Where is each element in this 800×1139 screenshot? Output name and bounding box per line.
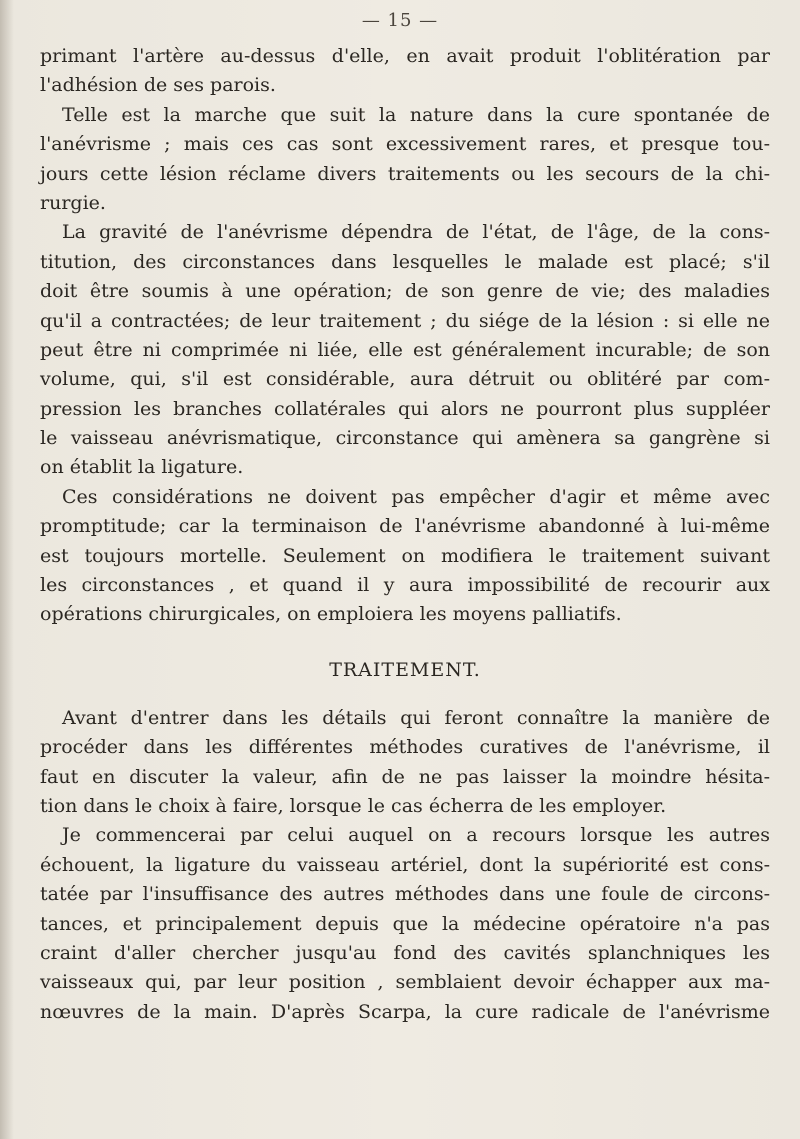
text-line: on établit la ligature. xyxy=(40,456,244,479)
text-line: opérations chirurgicales, on emploiera les moyens palliatifs. xyxy=(40,603,622,626)
text-line: le vaisseau anévrismatique, circonstance qui amènera sa gangrène si xyxy=(40,427,770,450)
paragraph xyxy=(40,42,770,101)
text-line: échouent, la ligature du vaisseau artériel, dont la supériorité est cons- xyxy=(40,853,770,876)
paragraph xyxy=(40,483,770,630)
text-line: Avant d'entrer dans les détails qui feront connaître la manière de xyxy=(62,706,770,729)
text-line: est toujours mortelle. Seulement on modifiera le traitement suivant xyxy=(40,544,770,567)
text-line: titution, des circonstances dans lesquelles le malade est placé; s'il xyxy=(40,250,770,273)
text-line: faut en discuter la valeur, afin de ne pas laisser la moindre hésita- xyxy=(40,765,770,788)
text-line: rurgie. xyxy=(40,191,106,214)
text-line: Ces considérations ne doivent pas empêcher d'agir et même avec xyxy=(62,485,770,508)
text-line: craint d'aller chercher jusqu'au fond des cavités splanchniques les xyxy=(40,941,770,964)
text-line: nœuvres de la main. D'après Scarpa, la cure radicale de l'anévrisme xyxy=(40,1000,770,1023)
body-text xyxy=(40,42,770,1027)
paragraph xyxy=(40,821,770,1027)
text-line: promptitude; car la terminaison de l'anévrisme abandonné à lui-même xyxy=(40,515,770,538)
text-line: pression les branches collatérales qui alors ne pourront plus suppléer xyxy=(40,397,770,420)
text-line: doit être soumis à une opération; de son genre de vie; des maladies xyxy=(40,280,770,303)
page-number: — 15 — xyxy=(361,10,439,31)
text-line: primant l'artère au-dessus d'elle, en avait produit l'oblitération par xyxy=(40,45,770,67)
text-line: tion dans le choix à faire, lorsque le cas écherra de les employer. xyxy=(40,794,667,817)
text-line: volume, qui, s'il est considérable, aura détruit ou oblitéré par com- xyxy=(40,368,770,391)
text-line: peut être ni comprimée ni liée, elle est généralement incurable; de son xyxy=(40,338,770,361)
text-line: Je commencerai par celui auquel on a recours lorsque les autres xyxy=(62,824,770,847)
text-line: vaisseaux qui, par leur position , semblaient devoir échapper aux ma- xyxy=(40,971,770,994)
text-line: La gravité de l'anévrisme dépendra de l'état, de l'âge, de la cons- xyxy=(62,221,770,244)
text-line: tatée par l'insuffisance des autres méthodes dans une foule de circons- xyxy=(40,883,770,906)
text-line: tances, et principalement depuis que la médecine opératoire n'a pas xyxy=(40,912,770,935)
text-line: jours cette lésion réclame divers traitements ou les secours de la chi- xyxy=(40,162,770,185)
paragraph xyxy=(40,704,770,822)
paragraph xyxy=(40,218,770,483)
text-line: les circonstances , et quand il y aura impossibilité de recourir aux xyxy=(40,574,770,597)
text-line: qu'il a contractées; de leur traitement ; du siége de la lésion : si elle ne xyxy=(40,309,770,332)
paragraph xyxy=(40,101,770,219)
text-line: procéder dans les différentes méthodes curatives de l'anévrisme, il xyxy=(40,736,770,759)
text-line: l'adhésion de ses parois. xyxy=(40,74,276,97)
section-heading: TRAITEMENT. xyxy=(329,658,481,681)
text-line: l'anévrisme ; mais ces cas sont excessivement rares, et presque tou- xyxy=(40,133,770,156)
text-line: Telle est la marche que suit la nature dans la cure spontanée de xyxy=(62,103,770,126)
page-binding-shadow xyxy=(0,0,14,1139)
